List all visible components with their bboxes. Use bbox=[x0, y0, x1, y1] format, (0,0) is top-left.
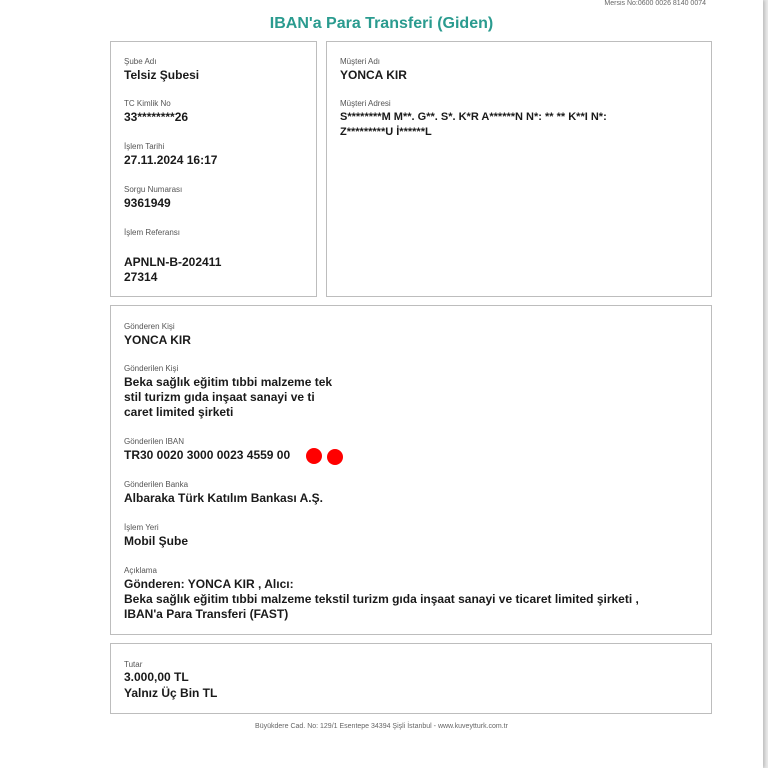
customer-address-value: S********M M**. G**. S*. K*R A******N N*: ** ** K**I N*: Z*********U İ******L bbox=[340, 111, 607, 138]
redaction-mark bbox=[306, 448, 322, 464]
date-label: İşlem Tarihi bbox=[124, 142, 165, 151]
recipient-value: Beka sağlık eğitim tıbbi malzeme tek stil turizm gıda inşaat sanayi ve ti caret limited şirketi bbox=[124, 375, 333, 419]
tc-value: 33********26 bbox=[124, 110, 189, 124]
customer-info-box bbox=[326, 41, 712, 297]
redaction-mark bbox=[327, 449, 343, 465]
place-value: Mobil Şube bbox=[124, 534, 188, 548]
page-title: IBAN'a Para Transferi (Giden) bbox=[269, 15, 494, 32]
recipient-label: Gönderilen Kişi bbox=[124, 364, 179, 373]
place-label: İşlem Yeri bbox=[124, 523, 159, 532]
description-value: Gönderen: YONCA KIR , Alıcı: Beka sağlık eğitim tıbbi malzeme tekstil turizm gıda inşaat sanayi ve ticaret limited şirketi , IBAN'a Para Transferi (FAST) bbox=[124, 577, 639, 621]
date-value: 27.11.2024 16:17 bbox=[124, 153, 218, 167]
ref-label: İşlem Referansı bbox=[124, 228, 181, 237]
customer-name-value: YONCA KIR bbox=[340, 68, 407, 82]
amount-value: 3.000,00 TL bbox=[124, 670, 189, 684]
amount-box bbox=[110, 643, 712, 714]
sender-value: YONCA KIR bbox=[124, 333, 191, 347]
customer-name-label: Müşteri Adı bbox=[340, 57, 381, 66]
sender-label: Gönderen Kişi bbox=[124, 322, 175, 331]
branch-label: Şube Adı bbox=[124, 57, 157, 66]
iban-value: TR30 0020 3000 0023 4559 00 bbox=[124, 448, 291, 462]
amount-in-words: Yalnız Üç Bin TL bbox=[124, 686, 218, 700]
customer-address-label: Müşteri Adresi bbox=[340, 99, 391, 108]
tc-label: TC Kimlik No bbox=[124, 99, 171, 108]
iban-label: Gönderilen IBAN bbox=[124, 437, 185, 446]
mersis-number: Mersis No:0600 0026 8140 0074 bbox=[604, 0, 706, 7]
description-label: Açıklama bbox=[124, 566, 157, 575]
bank-value: Albaraka Türk Katılım Bankası A.Ş. bbox=[124, 491, 323, 505]
transfer-details-box bbox=[110, 305, 712, 635]
query-label: Sorgu Numarası bbox=[124, 185, 183, 194]
ref-value: APNLN-B-202411 27314 bbox=[124, 255, 222, 284]
footer-address: Büyükdere Cad. No: 129/1 Esentepe 34394 Şişli İstanbul - www.kuveytturk.com.tr bbox=[255, 723, 508, 730]
bank-label: Gönderilen Banka bbox=[124, 480, 189, 489]
amount-label: Tutar bbox=[124, 660, 143, 669]
branch-value: Telsiz Şubesi bbox=[124, 68, 200, 82]
query-value: 9361949 bbox=[124, 196, 171, 210]
branch-info-box bbox=[110, 41, 317, 297]
